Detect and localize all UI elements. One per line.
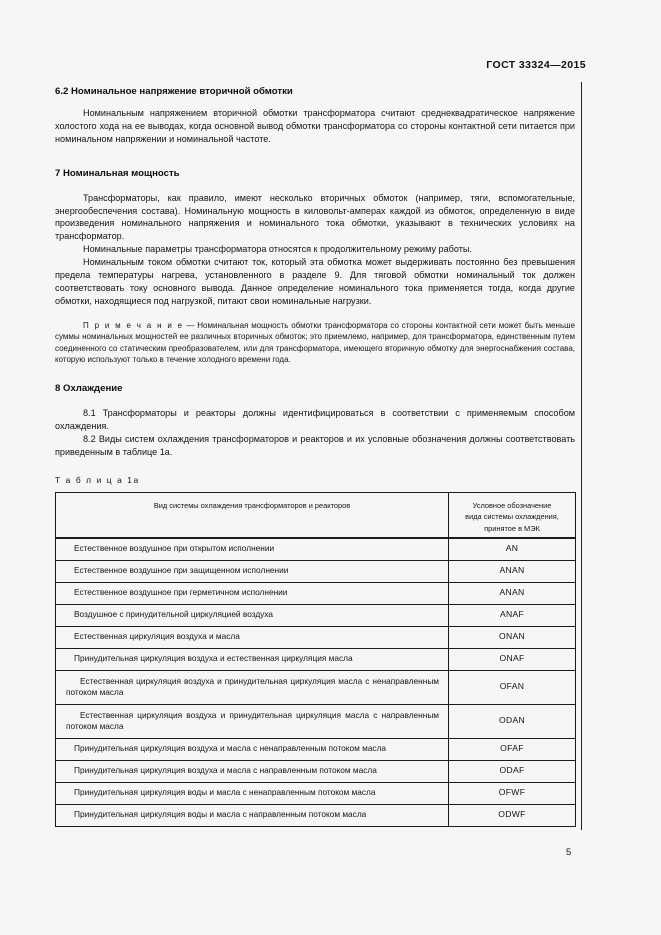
table-cell-code-text: ONAN bbox=[498, 631, 526, 642]
table-cell-description-text: Принудительная циркуляция воздуха и естественная циркуляция масла bbox=[74, 653, 353, 664]
table-cell-code-text: OFAF bbox=[500, 743, 524, 754]
cooling-systems-table bbox=[55, 492, 576, 827]
table-caption: Т а б л и ц а 1а bbox=[55, 474, 140, 485]
table-cell-code-text: OFAN bbox=[499, 681, 525, 692]
table-cell-code bbox=[449, 582, 576, 604]
paragraph-8-1: 8.1 Трансформаторы и реакторы должны идентифицироваться в соответствии с применяемым способом охлаждения. bbox=[55, 407, 575, 431]
table-cell-code bbox=[449, 538, 576, 561]
note-label: П р и м е ч а н и е bbox=[83, 320, 184, 330]
table-cell-description bbox=[56, 804, 449, 826]
table-body bbox=[56, 538, 576, 827]
paragraph-8-2: 8.2 Виды систем охлаждения трансформаторов и реакторов и их условные обозначения должны соответствовать приведенным в таблице 1а. bbox=[55, 433, 575, 457]
table-cell-description bbox=[56, 626, 449, 648]
table-cell-code-text: AN bbox=[505, 543, 519, 554]
spacer bbox=[55, 485, 575, 492]
note-dash: — bbox=[183, 320, 198, 330]
running-header: ГОСТ 33324—2015 bbox=[486, 59, 586, 71]
column-header-code-text bbox=[449, 493, 575, 537]
table-cell-code bbox=[449, 782, 576, 804]
heading-7: 7 Номинальная мощность bbox=[55, 168, 180, 180]
table-cell-code bbox=[449, 604, 576, 626]
table-cell-description-text: Принудительная циркуляция воздуха и масла с направленным потоком масла bbox=[74, 765, 377, 776]
table-row bbox=[56, 626, 576, 648]
heading-6-2: 6.2 Номинальное напряжение вторичной обмотки bbox=[55, 86, 293, 97]
table-row bbox=[56, 670, 576, 704]
table-cell-code bbox=[449, 738, 576, 760]
table-cell-description-text: Воздушное с принудительной циркуляцией воздуха bbox=[74, 609, 273, 620]
table-cell-description bbox=[56, 760, 449, 782]
table-row bbox=[56, 804, 576, 826]
table-cell-code bbox=[449, 804, 576, 826]
page-content bbox=[55, 86, 575, 827]
table-cell-description bbox=[56, 538, 449, 561]
table-cell-description-text: Принудительная циркуляция воды и масла с ненаправленным потоком масла bbox=[74, 787, 376, 798]
table-cell-code-text: ONAF bbox=[499, 653, 525, 664]
paragraph-7-2: Номинальные параметры трансформатора относятся к продолжительному режиму работы. bbox=[83, 244, 472, 255]
table-row bbox=[56, 582, 576, 604]
paragraph-6-2: Номинальным напряжением вторичной обмотки трансформатора считают среднеквадратическое напряжение холостого хода на ее выводах, когда основной вывод обмотки трансформатора со стороны контактной сети питается при номинальном напряжении и номинальной частоте. bbox=[55, 108, 575, 145]
table-cell-description-text: Естественная циркуляция воздуха и принудительная циркуляция масла с ненаправленным потоком масла bbox=[66, 675, 439, 698]
note-text: Номинальная мощность обмотки трансформатора со стороны контактной сети может быть меньше суммы номинальных мощностей ее различных вторичных обмоток; это приемлемо, например, для трансформатора, единственным путем соединенного со статическим преобразователем, или для трансформатора, имеющего вторичную обмотку для энергоснабжения состава, которую используют только в течение холодного времени года. bbox=[55, 320, 575, 365]
table-cell-description-text: Естественное воздушное при герметичном исполнении bbox=[74, 587, 288, 598]
table-cell-description bbox=[56, 560, 449, 582]
table-cell-code-text: ANAN bbox=[499, 587, 525, 598]
table-cell-code bbox=[449, 670, 576, 704]
table-row bbox=[56, 648, 576, 670]
table-cell-description bbox=[56, 782, 449, 804]
table-cell-description bbox=[56, 704, 449, 738]
table-cell-description-text: Принудительная циркуляция воздуха и масла с ненаправленным потоком масла bbox=[74, 743, 387, 754]
column-header-code-line-3: принятое в МЭК bbox=[484, 523, 540, 533]
table-cell-description bbox=[56, 670, 449, 704]
table-row bbox=[56, 538, 576, 561]
table-cell-description bbox=[56, 648, 449, 670]
table-cell-code-text: OFWF bbox=[498, 787, 526, 798]
column-header-code-line-2: вида системы охлаждения, bbox=[465, 512, 559, 522]
table-row bbox=[56, 782, 576, 804]
table-head bbox=[56, 492, 576, 538]
table-cell-code bbox=[449, 648, 576, 670]
table-row bbox=[56, 760, 576, 782]
spacer bbox=[55, 396, 575, 407]
table-cell-description-text: Естественное воздушное при открытом исполнении bbox=[74, 543, 275, 554]
table-cell-code bbox=[449, 760, 576, 782]
spacer bbox=[55, 308, 575, 320]
table-cell-description bbox=[56, 604, 449, 626]
note-paragraph bbox=[55, 320, 575, 366]
column-header-description-text: Вид системы охлаждения трансформаторов и реакторов bbox=[153, 500, 351, 510]
table-cell-description bbox=[56, 582, 449, 604]
table-cell-code-text: ANAF bbox=[499, 609, 525, 620]
spacer bbox=[55, 146, 575, 168]
table-row bbox=[56, 604, 576, 626]
table-cell-code-text: ODAF bbox=[499, 765, 525, 776]
table-cell-code-text: ODAN bbox=[498, 715, 526, 726]
column-header-code bbox=[449, 492, 576, 538]
table-cell-description-text: Принудительная циркуляция воды и масла с направленным потоком масла bbox=[74, 809, 367, 820]
column-header-description bbox=[56, 492, 449, 538]
table-cell-code-text: ODWF bbox=[498, 809, 526, 820]
paragraph-7-3: Номинальным током обмотки считают ток, который эта обмотка может выдерживать постоянно без превышения предела температуры нагрева, установленного в разделе 9. Для тяговой обмотки номинальный ток должен соответствовать току основного вывода. Данное определение номинального тока применяется тогда, когда другие обмотки, находящиеся под нагрузкой, питают свои номинальные нагрузки. bbox=[55, 257, 575, 306]
spacer bbox=[55, 181, 575, 192]
spacer bbox=[55, 459, 575, 475]
paragraph-7-1: Трансформаторы, как правило, имеют несколько вторичных обмоток (например, тяги, вспомогательные, энергообеспечения состава). Номинальную мощность в киловольт-амперах каждой из обмоток, определенную в виде произведения номинального напряжения и номинального тока обмотки, указывают в технических условиях на трансформатор. bbox=[55, 192, 575, 242]
table-header-row bbox=[56, 492, 576, 538]
spacer bbox=[55, 98, 575, 107]
column-header-code-line-1: Условное обозначение bbox=[472, 500, 552, 510]
right-margin-rule bbox=[581, 82, 582, 830]
spacer bbox=[55, 365, 575, 383]
table-cell-code-text: ANAN bbox=[499, 565, 525, 576]
table-cell-code bbox=[449, 560, 576, 582]
table-row bbox=[56, 738, 576, 760]
table-row bbox=[56, 560, 576, 582]
table-cell-description-text: Естественное воздушное при защищенном исполнении bbox=[74, 565, 289, 576]
table-cell-description-text: Естественная циркуляция воздуха и масла bbox=[74, 631, 240, 642]
table-row bbox=[56, 704, 576, 738]
table-cell-description bbox=[56, 738, 449, 760]
table-cell-code bbox=[449, 704, 576, 738]
table-cell-code bbox=[449, 626, 576, 648]
page-number: 5 bbox=[566, 846, 572, 857]
heading-8: 8 Охлаждение bbox=[55, 383, 123, 395]
table-cell-description-text: Естественная циркуляция воздуха и принудительная циркуляция масла с направленным потоком масла bbox=[66, 709, 439, 732]
